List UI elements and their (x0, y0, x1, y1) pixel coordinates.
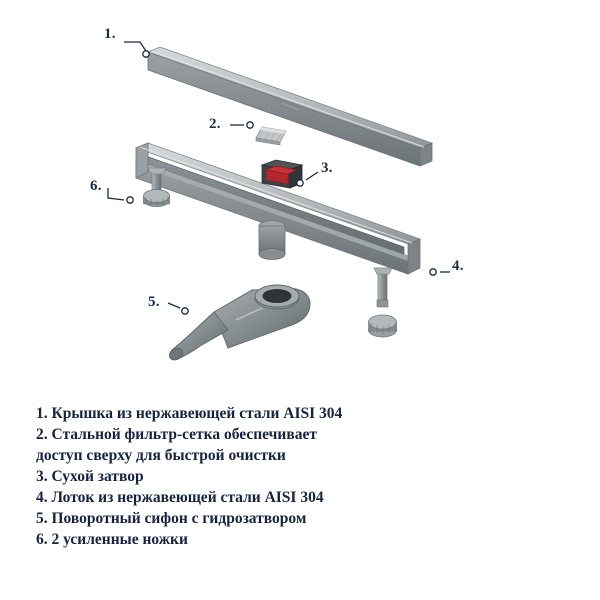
legend-list (36, 403, 576, 550)
callout-5: 5. (148, 294, 160, 310)
part-steel-mesh-filter (256, 127, 286, 145)
callout-1: 1. (104, 26, 116, 42)
legend-line-1: 1. Крышка из нержавеющей стали AISI 304 (36, 405, 343, 422)
part-dry-trap (262, 160, 302, 188)
part-rotating-siphon (167, 285, 310, 363)
callout-6: 6. (90, 178, 102, 194)
part-adjustable-leg-right (369, 268, 397, 337)
legend-line-4: 3. Сухой затвор (36, 468, 144, 485)
legend-line-5: 4. Лоток из нержавеющей стали AISI 304 (36, 489, 324, 506)
legend-line-7: 6. 2 усиленные ножки (36, 531, 188, 548)
callout-3: 3. (321, 160, 333, 176)
legend-line-6: 5. Поворотный сифон с гидрозатвором (36, 510, 307, 527)
callout-4: 4. (452, 258, 464, 274)
part-cover-grate (148, 47, 432, 166)
callout-2: 2. (209, 116, 221, 132)
legend-line-2: 2. Стальной фильтр-сетка обеспечивает (36, 426, 317, 443)
tray-outlet-pipe (259, 221, 285, 260)
legend-line-3: доступ сверху для быстрой очистки (36, 447, 286, 464)
